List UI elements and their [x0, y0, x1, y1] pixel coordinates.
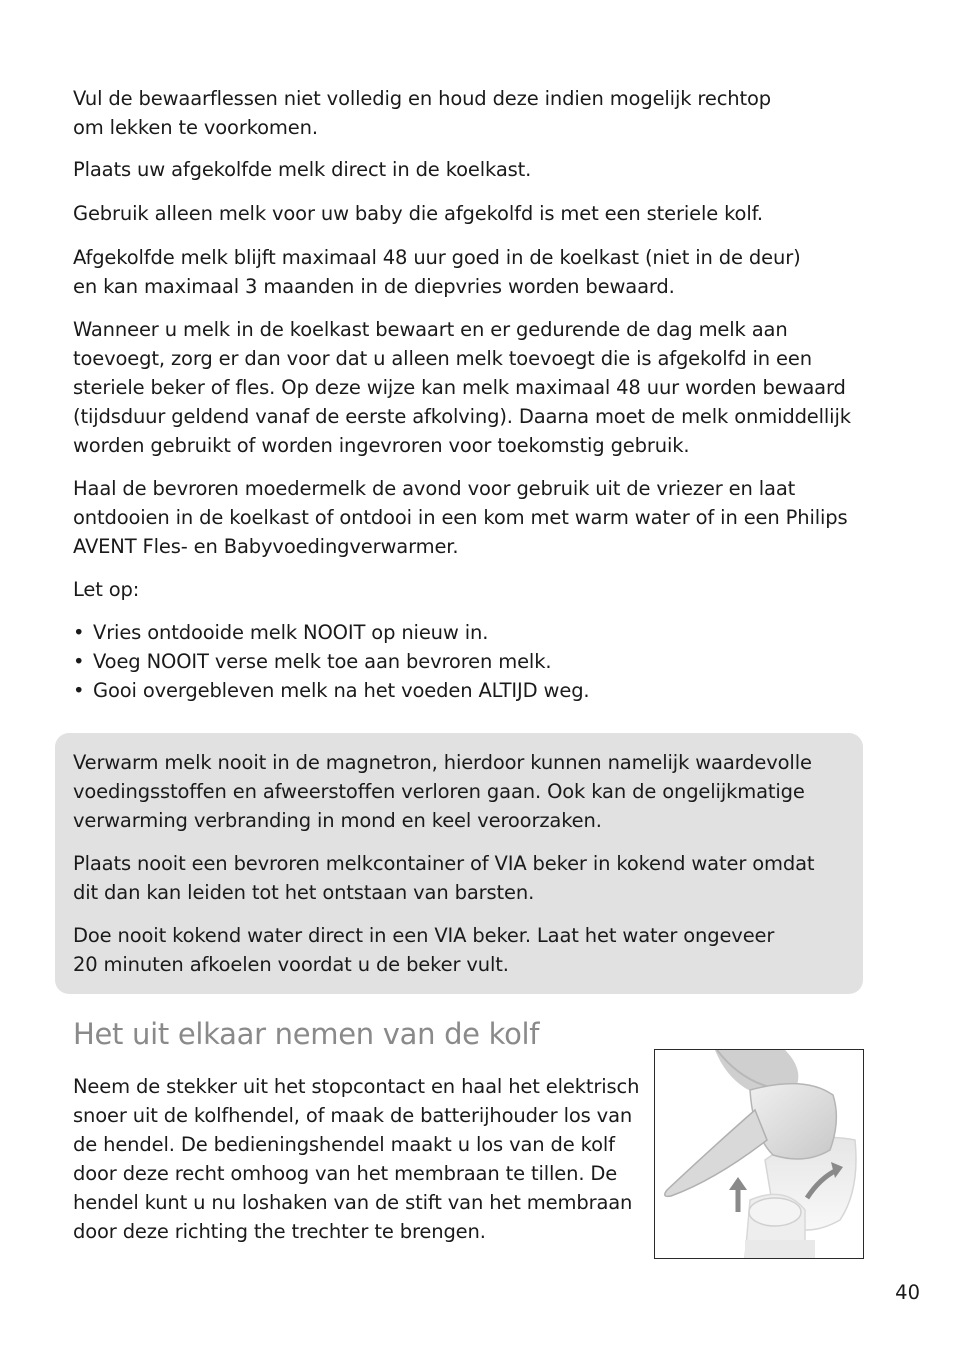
page-number: 40	[895, 1281, 920, 1304]
list-item: • Voeg NOOIT verse melk toe aan bevroren melk.	[73, 647, 589, 676]
note-boiling-container: Plaats nooit een bevroren melkcontainer of VIA beker in kokend water omdat dit dan kan leiden tot het ontstaan van barsten.	[73, 852, 815, 904]
bullet-icon: •	[73, 621, 85, 644]
note-boiling-water: Doe nooit kokend water direct in een VIA beker. Laat het water ongeveer 20 minuten afkoelen voordat u de beker vult.	[73, 924, 775, 976]
paragraph-sterile: Gebruik alleen melk voor uw baby die afgekolfd is met een steriele kolf.	[73, 202, 763, 225]
paragraph-refrigerate: Plaats uw afgekolfde melk direct in de koelkast.	[73, 158, 532, 181]
pump-handle-illustration	[655, 1050, 863, 1258]
bullet-icon: •	[73, 679, 85, 702]
paragraph-bottles: Vul de bewaarflessen niet volledig en houd deze indien mogelijk rechtop om lekken te voorkomen.	[73, 87, 771, 139]
warning-bullet-list	[73, 618, 589, 705]
bullet-icon: •	[73, 650, 85, 673]
list-item: • Vries ontdooide melk NOOIT op nieuw in.	[73, 618, 589, 647]
paragraph-note-label: Let op:	[73, 578, 140, 601]
section-body: Neem de stekker uit het stopcontact en haal het elektrisch snoer uit de kolfhendel, of maak de batterijhouder los van de hendel. De bedieningshendel maakt u los van de kolf door deze recht omhoog van het membraan te tillen. De hendel kunt u nu loshaken van de stift van het membraan door deze richting the trechter te brengen.	[73, 1075, 640, 1243]
disassembly-illustration	[654, 1049, 864, 1259]
paragraph-storage-time: Afgekolfde melk blijft maximaal 48 uur goed in de koelkast (niet in de deur) en kan maximaal 3 maanden in de diepvries worden bewaard.	[73, 246, 801, 298]
section-heading: Het uit elkaar nemen van de kolf	[73, 1017, 540, 1051]
paragraph-adding-milk: Wanneer u melk in de koelkast bewaart en er gedurende de dag melk aan toevoegt, zorg er dan voor dat u alleen melk toevoegt die is afgekolfd in een steriele beker of fles. Op deze wijze kan melk maximaal 48 uur worden bewaard (tijdsduur geldend vanaf de eerste afkolving). Daarna moet de melk onmiddellijk worden gebruikt of worden ingevroren voor toekomstig gebruik.	[73, 318, 851, 457]
paragraph-thawing: Haal de bevroren moedermelk de avond voor gebruik uit de vriezer en laat ontdooien in de koelkast of ontdooi in een kom met warm water of in een Philips AVENT Fles- en Babyvoedingverwarmer.	[73, 477, 848, 558]
note-microwave: Verwarm melk nooit in de magnetron, hierdoor kunnen namelijk waardevolle voedingsstoffen en afweerstoffen verloren gaan. Ook kan de ongelijkmatige verwarming verbranding in mond en keel veroorzaken.	[73, 751, 812, 832]
list-item: • Gooi overgebleven melk na het voeden ALTIJD weg.	[73, 676, 589, 705]
